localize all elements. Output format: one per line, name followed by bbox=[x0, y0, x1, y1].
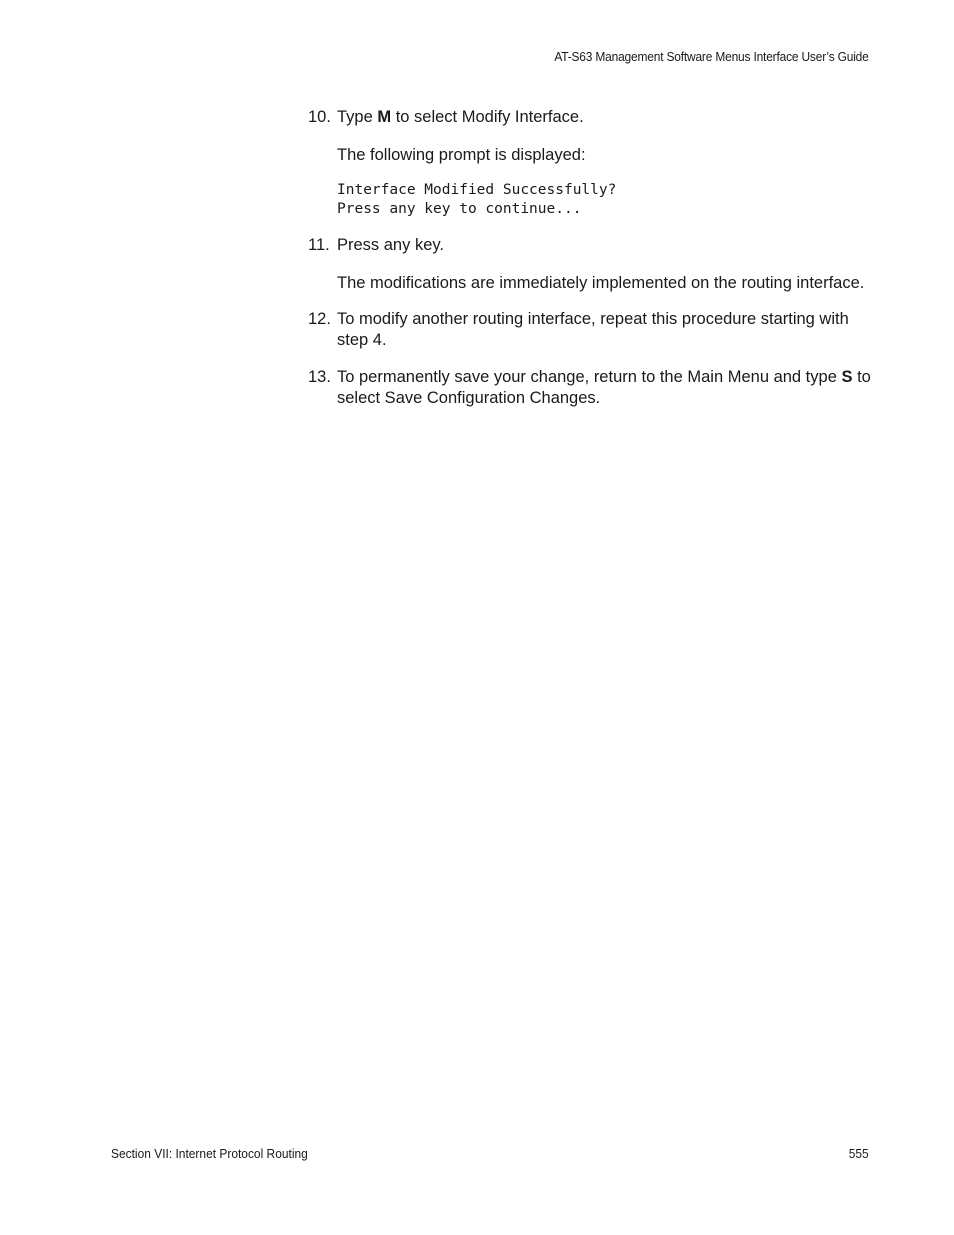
step-10 bbox=[308, 107, 873, 128]
step-text: To permanently save your change, return to the Main Menu and type S to select Save Configuration Changes. bbox=[337, 368, 871, 407]
running-header: AT-S63 Management Software Menus Interface User’s Guide bbox=[554, 49, 869, 64]
prompt-note: The following prompt is displayed: bbox=[337, 145, 586, 164]
page-number: 555 bbox=[849, 1146, 869, 1161]
step-text: Press any key. bbox=[337, 236, 444, 254]
footer-section: Section VII: Internet Protocol Routing bbox=[111, 1146, 308, 1161]
step-text: Type M to select Modify Interface. bbox=[337, 108, 584, 126]
modification-note: The modifications are immediately implemented on the routing interface. bbox=[337, 273, 865, 292]
step-number: 11. bbox=[308, 236, 330, 254]
key-m: M bbox=[377, 108, 392, 126]
step-number: 12. bbox=[308, 310, 331, 328]
key-s: S bbox=[841, 368, 853, 386]
code-line: Interface Modified Successfully? bbox=[337, 182, 617, 198]
procedure-content bbox=[308, 107, 873, 408]
prompt-code-block bbox=[308, 181, 873, 219]
step-number: 13. bbox=[308, 368, 331, 386]
step-11 bbox=[308, 235, 873, 256]
step-number: 10. bbox=[308, 108, 331, 126]
code-line: Press any key to continue... bbox=[337, 201, 582, 217]
step-text: To modify another routing interface, repeat this procedure starting with step 4. bbox=[337, 310, 849, 349]
step-13 bbox=[308, 367, 873, 408]
step-12 bbox=[308, 309, 873, 350]
